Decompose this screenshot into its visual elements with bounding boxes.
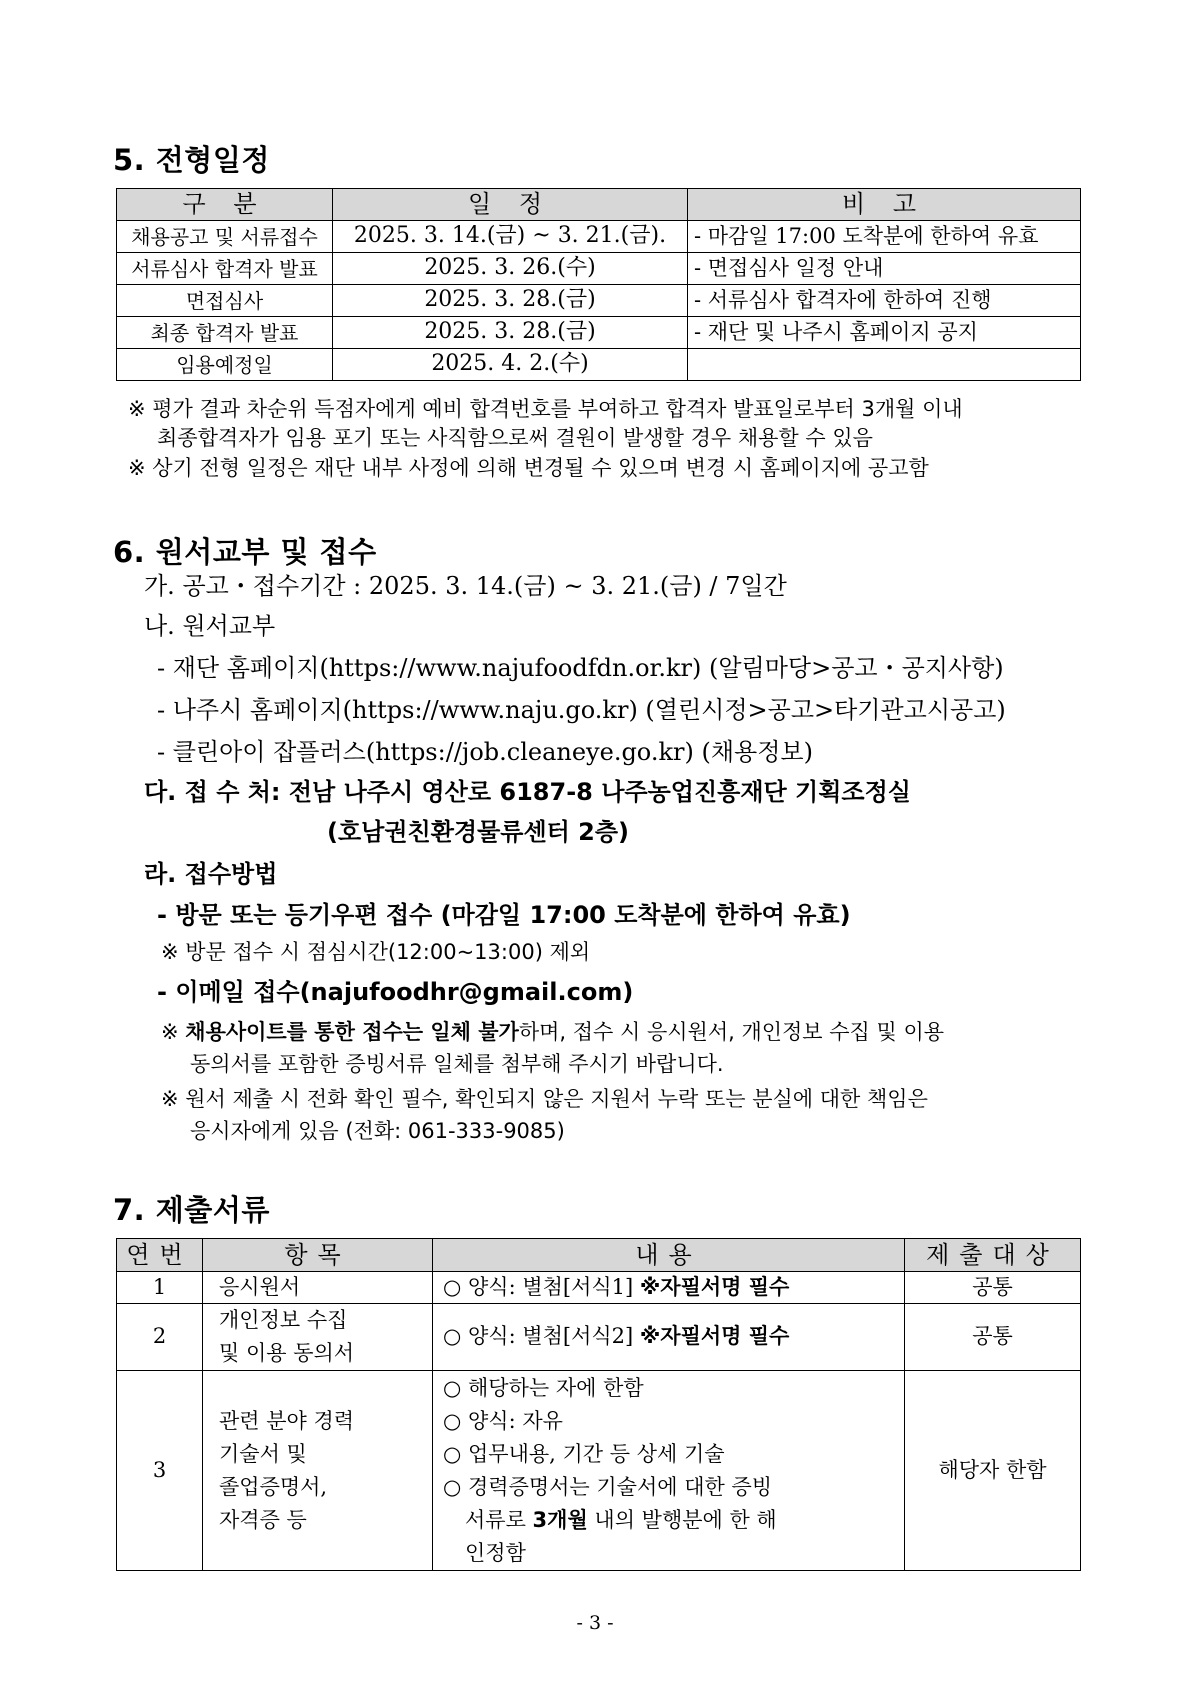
- table-row: [117, 253, 1081, 285]
- table-row: [117, 285, 1081, 317]
- doc-content: [433, 1272, 905, 1304]
- doc-content-bold: ※자필서명 필수: [639, 1324, 790, 1349]
- schedule-table: [116, 188, 1081, 381]
- application-period: 가. 공고・접수기간 : 2025. 3. 14.(금) ~ 3. 21.(금) / 7일간: [144, 572, 787, 600]
- doc-item-line: 자격증 등: [219, 1507, 307, 1532]
- schedule-cell: - 재단 및 나주시 홈페이지 공지: [688, 317, 1081, 349]
- doc-target: 공통: [905, 1304, 1081, 1371]
- submission-place: 다. 접 수 처: 전남 나주시 영산로 6187-8 나주농업진흥재단 기획조정실: [144, 778, 911, 806]
- schedule-cell: 서류심사 합격자 발표: [117, 253, 333, 285]
- doc-content-bold: ※자필서명 필수: [639, 1274, 790, 1299]
- method-email: - 이메일 접수(najufoodhr@gmail.com): [157, 978, 634, 1006]
- table-row: [117, 1304, 1081, 1371]
- schedule-cell: 2025. 3. 28.(금): [333, 317, 688, 349]
- table-row: [117, 317, 1081, 349]
- schedule-header-category: 구 분: [117, 189, 333, 221]
- schedule-cell: 2025. 3. 26.(수): [333, 253, 688, 285]
- schedule-cell: 2025. 4. 2.(수): [333, 349, 688, 381]
- doc-content-line: ○ 경력증명서는 기술서에 대한 증빙: [443, 1474, 773, 1499]
- doc-target: 공통: [905, 1272, 1081, 1304]
- schedule-header-date: 일 정: [333, 189, 688, 221]
- schedule-note-2: ※ 상기 전형 일정은 재단 내부 사정에 의해 변경될 수 있으며 변경 시 홈페이지에 공고함: [128, 456, 929, 480]
- distribution-title: 나. 원서교부: [144, 612, 276, 640]
- table-row: [117, 221, 1081, 253]
- documents-header-row: [117, 1239, 1081, 1272]
- schedule-cell: - 면접심사 일정 안내: [688, 253, 1081, 285]
- documents-header-no: 연번: [117, 1239, 203, 1272]
- table-row: [117, 349, 1081, 381]
- schedule-cell: 2025. 3. 28.(금): [333, 285, 688, 317]
- schedule-cell: - 서류심사 합격자에 한하여 진행: [688, 285, 1081, 317]
- doc-item-line: 개인정보 수집: [219, 1308, 348, 1332]
- method-note-2-cont: 응시자에게 있음 (전화: 061-333-9085): [190, 1119, 565, 1143]
- method-note-1-prefix: ※: [161, 1020, 186, 1044]
- schedule-cell: 채용공고 및 서류접수: [117, 221, 333, 253]
- doc-item-line: 및 이용 동의서: [219, 1341, 355, 1365]
- doc-item: 응시원서: [203, 1272, 433, 1304]
- schedule-cell: 최종 합격자 발표: [117, 317, 333, 349]
- method-note-1: [161, 1016, 944, 1048]
- doc-content-text: ○ 양식: 별첨[서식2]: [443, 1324, 640, 1349]
- page-number: - 3 -: [576, 1612, 614, 1634]
- method-visit: - 방문 또는 등기우편 접수 (마감일 17:00 도착분에 한하여 유효): [157, 901, 851, 929]
- schedule-cell: [688, 349, 1081, 381]
- doc-no: 2: [117, 1304, 203, 1371]
- doc-content-bold: 3개월: [532, 1507, 588, 1532]
- doc-item: [203, 1304, 433, 1371]
- section-6-title: 6. 원서교부 및 접수: [113, 535, 377, 569]
- distribution-item-city: - 나주시 홈페이지(https://www.naju.go.kr) (열린시정>공고>타기관고시공고): [157, 696, 1006, 724]
- schedule-cell: 2025. 3. 14.(금) ~ 3. 21.(금).: [333, 221, 688, 253]
- method-note-1-bold: 채용사이트를 통한 접수는 일체 불가: [185, 1020, 519, 1044]
- schedule-note-1: ※ 평가 결과 차순위 득점자에게 예비 합격번호를 부여하고 합격자 발표일로부터 3개월 이내: [128, 397, 963, 421]
- method-note-1-rest: 하며, 접수 시 응시원서, 개인정보 수집 및 이용: [518, 1020, 945, 1044]
- table-row: [117, 1371, 1081, 1571]
- documents-header-item: 항목: [203, 1239, 433, 1272]
- doc-content-text: 내의 발행분에 한 해: [587, 1507, 777, 1532]
- doc-content-text: 서류로: [465, 1507, 533, 1532]
- doc-content-line: 인정함: [465, 1540, 526, 1565]
- table-row: [117, 1272, 1081, 1304]
- schedule-header-remark: 비 고: [688, 189, 1081, 221]
- section-5-title: 5. 전형일정: [113, 143, 270, 177]
- method-title: 라. 접수방법: [144, 860, 278, 888]
- schedule-header-row: [117, 189, 1081, 221]
- method-note-1-cont: 동의서를 포함한 증빙서류 일체를 첨부해 주시기 바랍니다.: [190, 1052, 724, 1076]
- doc-target: 해당자 한함: [905, 1371, 1081, 1571]
- schedule-cell: 면접심사: [117, 285, 333, 317]
- documents-table: [116, 1238, 1081, 1571]
- doc-item: [203, 1371, 433, 1571]
- submission-place-cont: (호남권친환경물류센터 2층): [327, 818, 630, 846]
- doc-content: [433, 1304, 905, 1371]
- doc-item-line: 관련 분야 경력: [219, 1408, 355, 1433]
- schedule-cell: 임용예정일: [117, 349, 333, 381]
- doc-no: 3: [117, 1371, 203, 1571]
- doc-content-line: ○ 업무내용, 기간 등 상세 기술: [443, 1441, 725, 1466]
- doc-item-line: 기술서 및: [219, 1441, 307, 1466]
- documents-header-content: 내용: [433, 1239, 905, 1272]
- distribution-item-foundation: - 재단 홈페이지(https://www.najufoodfdn.or.kr) (알림마당>공고・공지사항): [157, 654, 1004, 682]
- section-7-title: 7. 제출서류: [113, 1193, 270, 1227]
- documents-header-target: 제출대상: [905, 1239, 1081, 1272]
- method-note-2: ※ 원서 제출 시 전화 확인 필수, 확인되지 않은 지원서 누락 또는 분실에 대한 책임은: [161, 1087, 928, 1111]
- doc-content-text: ○ 양식: 별첨[서식1]: [443, 1274, 640, 1299]
- doc-no: 1: [117, 1272, 203, 1304]
- schedule-note-1-cont: 최종합격자가 임용 포기 또는 사직함으로써 결원이 발생할 경우 채용할 수 있음: [157, 426, 873, 450]
- doc-content: [433, 1371, 905, 1571]
- doc-content-line: ○ 해당하는 자에 한함: [443, 1375, 644, 1400]
- distribution-item-cleaneye: - 클린아이 잡플러스(https://job.cleaneye.go.kr) (채용정보): [157, 738, 813, 766]
- schedule-cell: - 마감일 17:00 도착분에 한하여 유효: [688, 221, 1081, 253]
- doc-content-line: ○ 양식: 자유: [443, 1408, 563, 1433]
- doc-content-line: [443, 1504, 898, 1537]
- method-visit-note: ※ 방문 접수 시 점심시간(12:00~13:00) 제외: [161, 940, 591, 964]
- doc-item-line: 졸업증명서,: [219, 1474, 328, 1499]
